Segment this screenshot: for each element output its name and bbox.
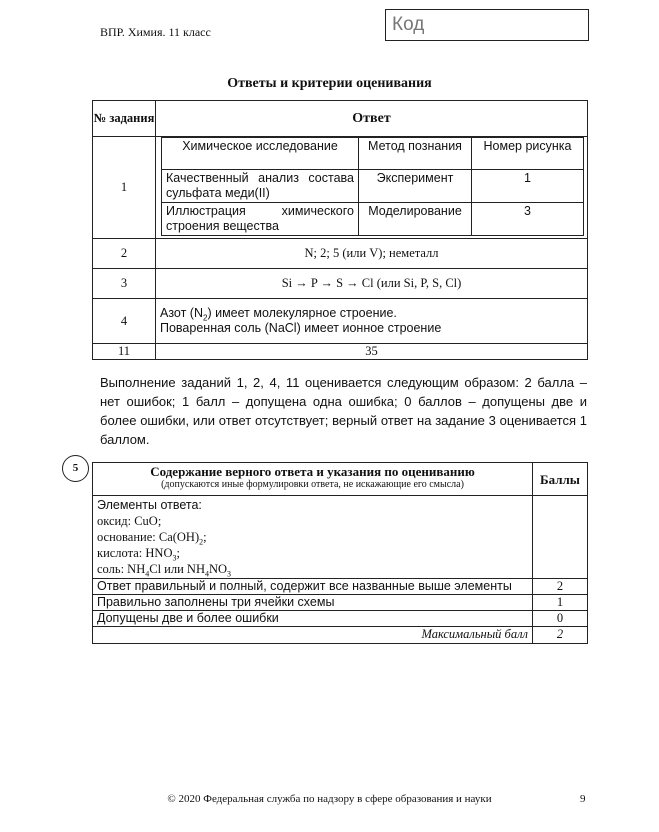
max-score-label: Максимальный балл (93, 627, 533, 644)
inner-cell: Качественный анализ состава сульфата меди(II) (162, 170, 359, 203)
inner-cell: Моделирование (359, 203, 472, 236)
header-main: Содержание верного ответа и указания по оцениванию (150, 464, 475, 479)
inner-header: Номер рисунка (472, 138, 584, 170)
text: Азот (N (160, 306, 203, 320)
max-score-value: 2 (533, 627, 588, 644)
page-number: 9 (580, 793, 586, 805)
task5-table (92, 462, 588, 644)
criterion-points: 0 (533, 611, 588, 627)
footer-copyright: © 2020 Федеральная служба по надзору в сфере образования и науки (167, 793, 492, 805)
criterion-text: Ответ правильный и полный, содержит все названные выше элементы (93, 579, 533, 595)
row-num: 11 (93, 344, 156, 360)
row-num: 2 (93, 239, 156, 269)
subject-header: ВПР. Химия. 11 класс (100, 25, 211, 39)
subscript: 2 (203, 313, 208, 323)
answer-elements (93, 496, 533, 579)
criterion-text: Правильно заполнены три ячейки схемы (93, 595, 533, 611)
inner-header: Химическое исследование (162, 138, 359, 170)
inner-table (161, 137, 584, 236)
row-num: 1 (93, 137, 156, 239)
text: ) имеет молекулярное строение. (207, 306, 397, 320)
points-header: Баллы (533, 463, 588, 496)
code-label: Код (392, 14, 425, 35)
col-answer-header: Ответ (156, 101, 588, 137)
criterion-points: 2 (533, 579, 588, 595)
element-base: основание: $Ca(OH)_2$; (97, 530, 207, 547)
header-sub: (допускаются иные формулировки ответа, не искажающие его смысла) (161, 479, 464, 490)
element-oxide: оксид: CuO; (97, 514, 162, 528)
empty-cell (533, 496, 588, 579)
row-num: 4 (93, 299, 156, 344)
row-answer: Si → P → S → Cl (или Si, P, S, Cl) (156, 269, 588, 299)
task-number-badge: 5 (62, 455, 89, 482)
row-answer (156, 299, 588, 344)
element-acid: кислота: $HNO_3$; (97, 546, 180, 563)
code-box[interactable] (385, 9, 589, 41)
inner-cell: Эксперимент (359, 170, 472, 203)
criterion-points: 1 (533, 595, 588, 611)
row-num: 3 (93, 269, 156, 299)
row-answer: 35 (156, 344, 588, 360)
inner-header: Метод познания (359, 138, 472, 170)
inner-cell: Иллюстрация химического строения вещества (162, 203, 359, 236)
inner-cell: 1 (472, 170, 584, 203)
criterion-text: Допущены две и более ошибки (93, 611, 533, 627)
row-answer: N; 2; 5 (или V); неметалл (156, 239, 588, 269)
row-answer (156, 137, 588, 239)
elements-title: Элементы ответа: (97, 498, 202, 512)
scoring-paragraph: Выполнение заданий 1, 2, 4, 11 оценивается следующим образом: 2 балла – нет ошибок; 1 балл – допущена одна ошибка; 0 баллов – допущены две и более ошибки, или ответ отсутствует; верный ответ на задание 3 оценивается 1 баллом. (100, 375, 587, 447)
task5-header (93, 463, 533, 496)
inner-cell: 3 (472, 203, 584, 236)
answer-line (160, 306, 583, 321)
col-num-header: № задания (93, 101, 156, 137)
page-title: Ответы и критерии оценивания (227, 76, 432, 91)
answer-line: Поваренная соль (NaCl) имеет ионное строение (160, 321, 442, 335)
answers-table (92, 100, 588, 360)
element-salt: соль: $NH_4Cl$ или $NH_4NO_3$ (97, 562, 232, 579)
